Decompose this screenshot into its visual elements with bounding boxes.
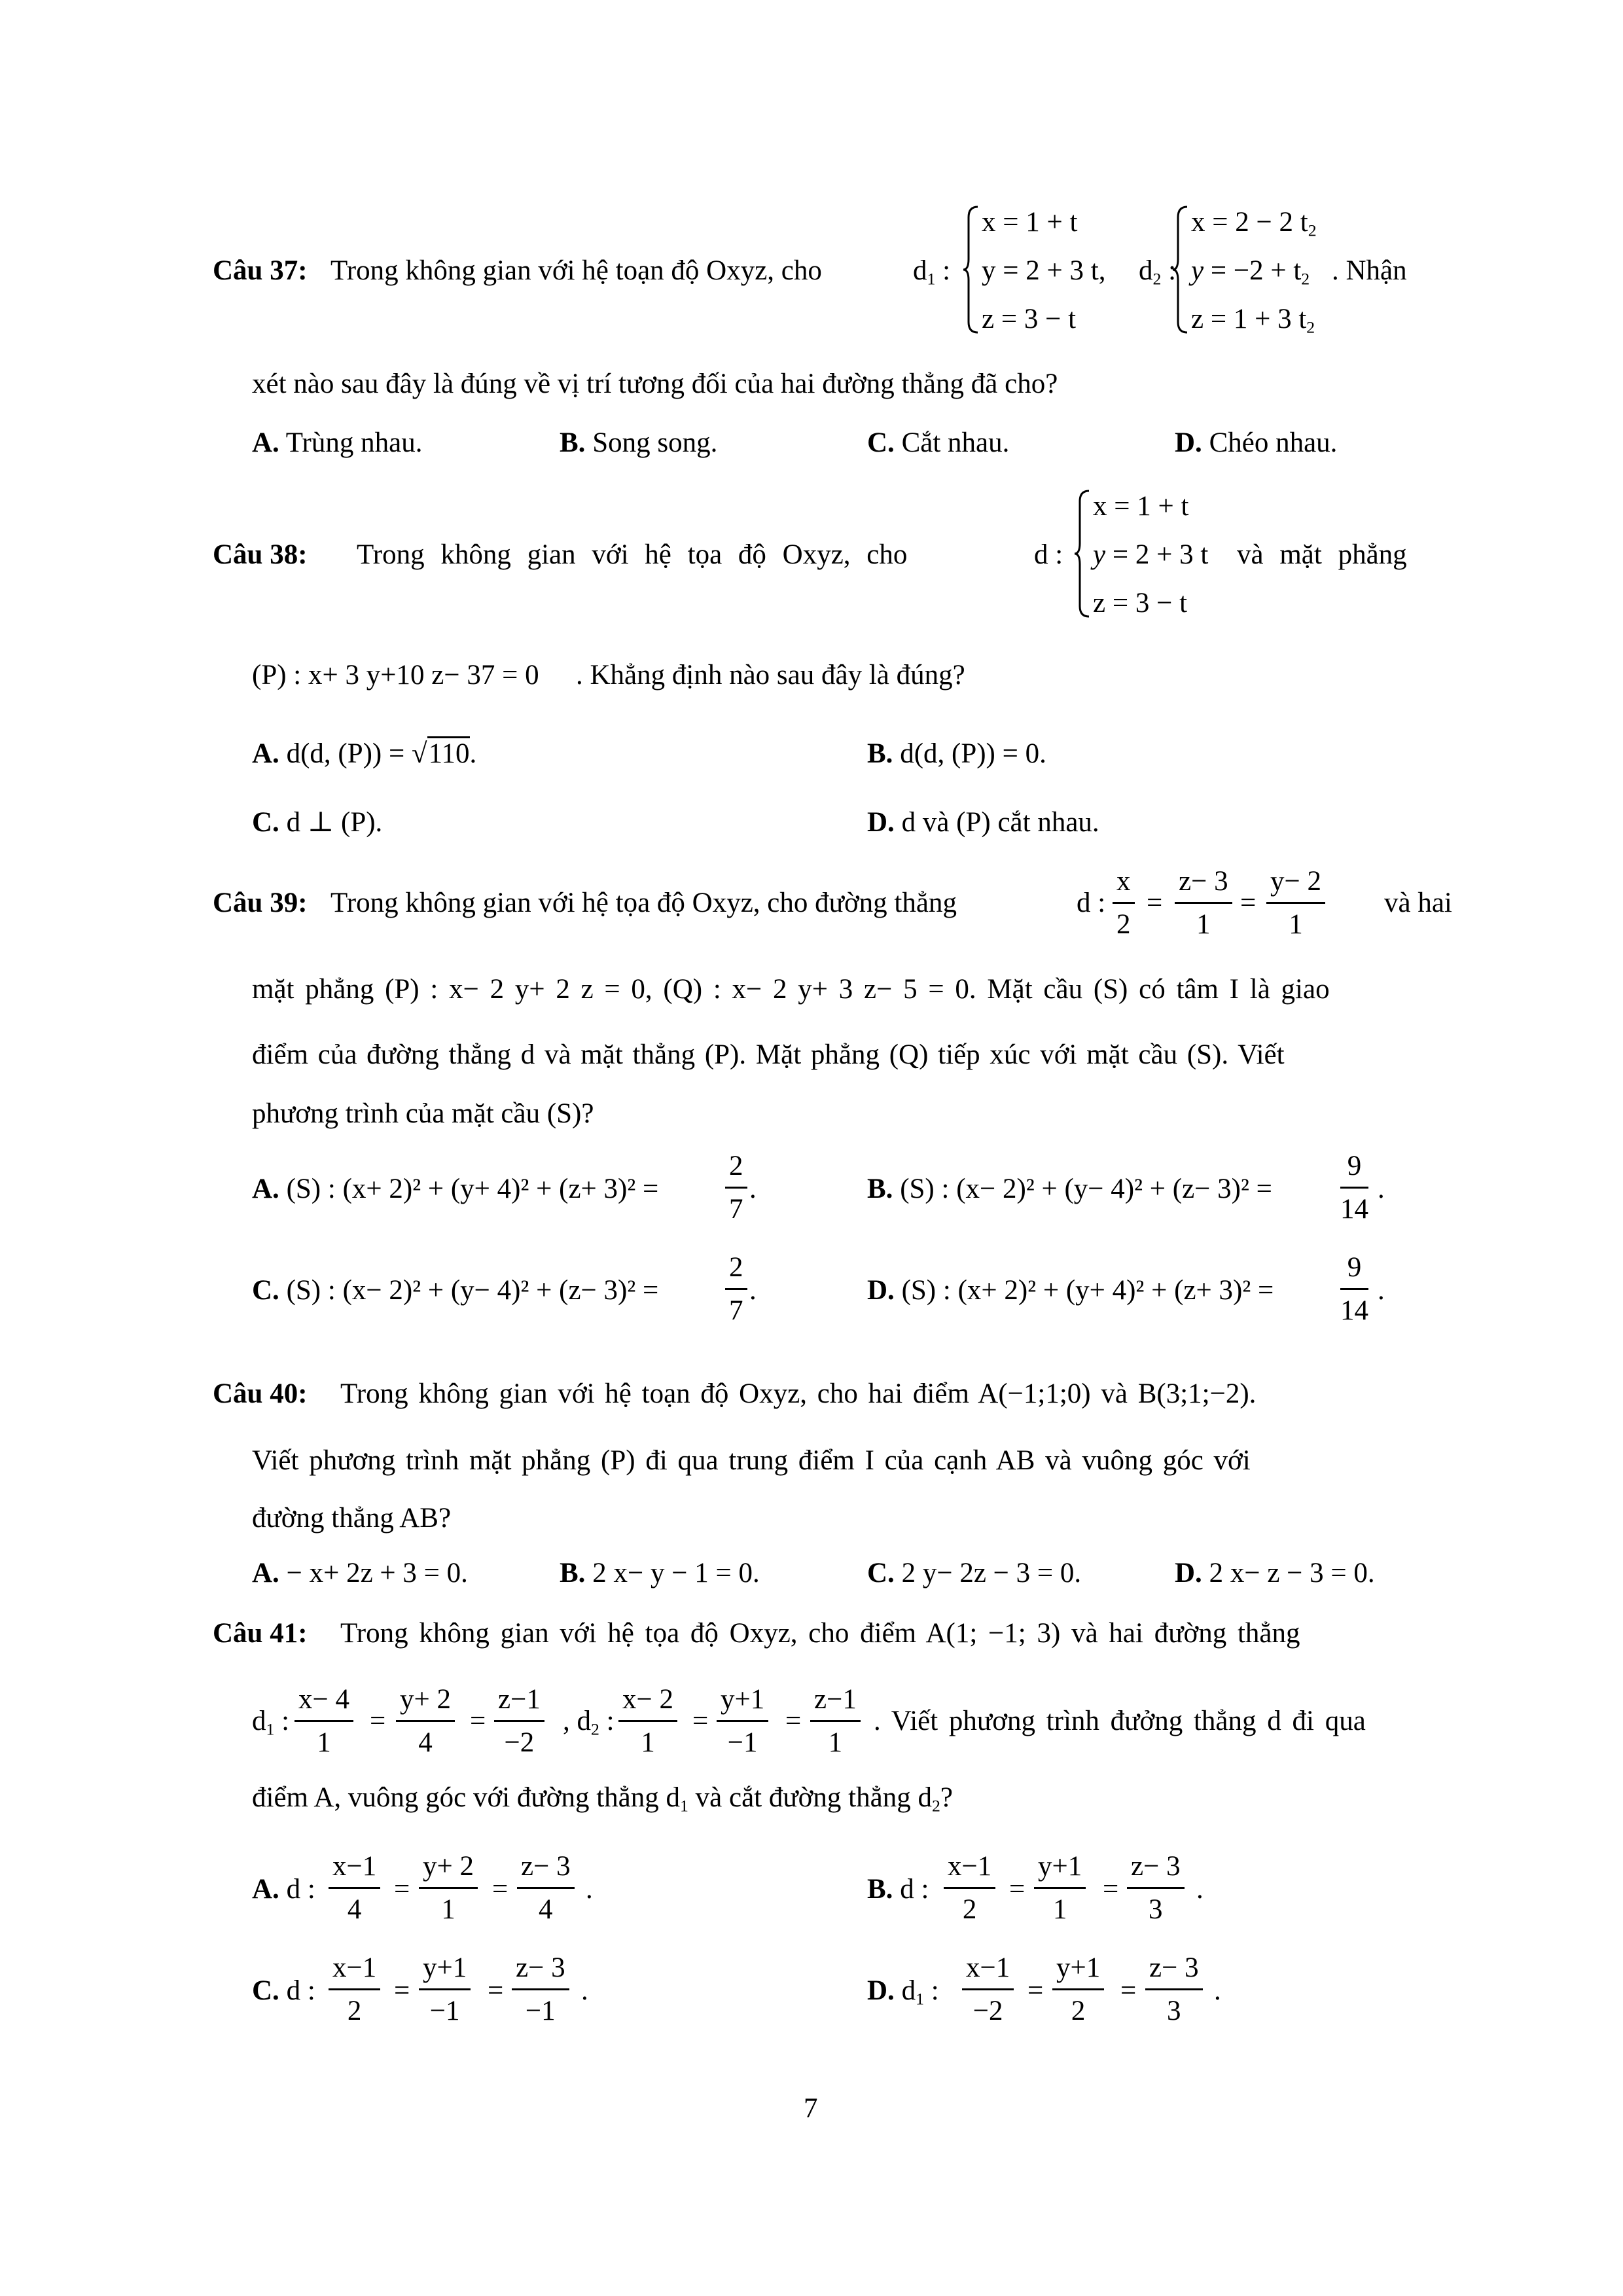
q39-option-d-fraction: $\frac{9}{14}$ [1340, 1252, 1368, 1326]
q41-d-fraction-1: $\frac{x-1}{-2}$ [962, 1954, 1014, 2025]
q41-label: Câu 41: [213, 1618, 308, 1649]
q41-d1-fraction-2: $\frac{y+ 2}{4}$ [396, 1685, 455, 1757]
q38-option-d: D. d và (P) cắt nhau. [867, 807, 1099, 838]
q37-option-c: C. Cắt nhau. [867, 427, 1010, 458]
q41-c-eq-2: = [488, 1975, 504, 2006]
q38-d-name: d : [1034, 539, 1063, 570]
q41-c-fraction-2: $\frac{y+1}{-1}$ [419, 1954, 471, 2025]
q39-eq-2: = [1240, 888, 1257, 918]
q40-line2: Viết phương trình mặt phẳng (P) đi qua trung điểm I của cạnh AB và vuông góc với [252, 1445, 1251, 1476]
q41-option-b: B. d : [867, 1874, 929, 1905]
q41-d1-fraction-1: $\frac{x- 4}{1}$ [294, 1685, 353, 1757]
q41-c-fraction-3: $\frac{z- 3}{-1}$ [512, 1954, 569, 2025]
q37-d1-z: z = 3 − t [982, 304, 1077, 334]
q39-fraction-3: $\frac{y- 2}{1}$ [1266, 867, 1325, 939]
q41-a-fraction-2: $\frac{y+ 2}{1}$ [419, 1852, 478, 1924]
q38-option-b: B. d(d, (P)) = 0. [867, 738, 1046, 769]
q39-option-d: D. (S) : (x+ 2)² + (y+ 4)² + (z+ 3)² = [867, 1275, 1274, 1306]
q39-option-a: A. (S) : (x+ 2)² + (y+ 4)² + (z+ 3)² = [252, 1174, 659, 1204]
q41-d-dot: . [1214, 1975, 1221, 2006]
q37-d2-z: z = 1 + 3 $t_2$ [1191, 304, 1315, 337]
q41-c-fraction-1: $\frac{x-1}{2}$ [329, 1954, 380, 2025]
q41-c-dot: . [581, 1975, 588, 2006]
q38-label: Câu 38: [213, 539, 308, 570]
q40-option-a: A. − x+ 2z + 3 = 0. [252, 1558, 468, 1588]
q41-d2-fraction-3: $\frac{z-1}{1}$ [810, 1685, 861, 1757]
q38-option-c: C. d ⊥ (P). [252, 807, 383, 838]
q38-z: z = 3 − t [1093, 588, 1188, 619]
q39-d-name: d : [1077, 888, 1106, 918]
q41-a-eq-2: = [492, 1874, 508, 1905]
q41-a-fraction-3: $\frac{z- 3}{4}$ [517, 1852, 575, 1924]
q41-b-fraction-1: $\frac{x-1}{2}$ [944, 1852, 995, 1924]
q38-text: Trong không gian với hệ tọa độ Oxyz, cho [357, 539, 908, 570]
q40-option-d: D. 2 x− z − 3 = 0. [1175, 1558, 1375, 1588]
q39-tail: và hai [1384, 888, 1452, 918]
q39-fraction-1: $\frac{x}{2}$ [1113, 867, 1135, 939]
q37-line2: xét nào sau đây là đúng về vị trí tương đối của hai đường thẳng đã cho? [252, 368, 1058, 399]
q41-d-fraction-2: $\frac{y+1}{2}$ [1052, 1954, 1104, 2025]
q41-d2-eq-2: = [785, 1706, 802, 1736]
q39-option-c-dot: . [749, 1275, 757, 1306]
q38-brace [1073, 488, 1092, 619]
q37-d1-y: y = 2 + 3 t, [982, 255, 1106, 286]
q41-text: Trong không gian với hệ tọa độ Oxyz, cho điểm A(1; −1; 3) và hai đường thẳng [340, 1618, 1300, 1649]
q41-d1-name: $d_1$ : [252, 1706, 290, 1739]
q37-option-b: B. Song song. [560, 427, 718, 458]
q39-line2: mặt phẳng (P) : x− 2 y+ 2 z = 0, (Q) : x− 2 y+ 3 z− 5 = 0. Mặt cầu (S) có tâm I là giao [252, 974, 1330, 1005]
q39-option-b-fraction: $\frac{9}{14}$ [1340, 1151, 1368, 1225]
q41-d2-fraction-2: $\frac{y+1}{-1}$ [717, 1685, 768, 1757]
q41-tail: . Viết phương trình đưởng thẳng d đi qua [874, 1706, 1366, 1736]
q37-brace-2 [1171, 204, 1190, 335]
q41-d-fraction-3: $\frac{z- 3}{3}$ [1145, 1954, 1203, 2025]
q37-tail: . Nhận [1332, 255, 1407, 286]
q37-label: Câu 37: [213, 255, 308, 286]
q41-b-eq-2: = [1103, 1874, 1119, 1905]
q40-text: Trong không gian với hệ toạn độ Oxyz, cho hai điểm A(−1;1;0) và B(3;1;−2). [340, 1378, 1257, 1409]
q41-b-dot: . [1196, 1874, 1204, 1905]
q39-option-b-dot: . [1378, 1174, 1385, 1204]
q41-c-eq-1: = [394, 1975, 410, 2006]
q41-d2-eq-1: = [692, 1706, 709, 1736]
q39-option-d-dot: . [1378, 1275, 1385, 1306]
q37-d2-x: x = 2 − 2 $t_2$ [1191, 207, 1317, 240]
q37-brace-1 [962, 204, 980, 335]
q41-d1-eq-2: = [470, 1706, 486, 1736]
q41-d1-fraction-3: $\frac{z-1}{-2}$ [494, 1685, 544, 1757]
q37-d2-y: $y = -2 + t_2$ [1191, 255, 1310, 289]
q37-option-a: A. Trùng nhau. [252, 427, 423, 458]
q41-d2-name: , $d_2$ : [563, 1706, 615, 1739]
q41-d-eq-2: = [1120, 1975, 1137, 2006]
q41-b-eq-1: = [1009, 1874, 1026, 1905]
q41-line3: điểm A, vuông góc với đường thẳng $d_1$ và cắt đường thẳng $d_2$? [252, 1782, 953, 1816]
q40-label: Câu 40: [213, 1378, 308, 1409]
q41-option-c: C. d : [252, 1975, 315, 2006]
q38-plane: (P) : x+ 3 y+10 z− 37 = 0 [252, 660, 539, 691]
q38-tail: và mặt phẳng [1237, 539, 1407, 570]
q40-line3: đường thẳng AB? [252, 1503, 452, 1534]
q37-d1-name: $d_1$ : [913, 255, 951, 289]
q41-d-eq-1: = [1027, 1975, 1044, 2006]
page-number: 7 [804, 2093, 818, 2124]
q41-b-fraction-3: $\frac{z- 3}{3}$ [1127, 1852, 1185, 1924]
q37-text: Trong không gian với hệ toạn độ Oxyz, cho [330, 255, 822, 286]
q39-fraction-2: $\frac{z- 3}{1}$ [1175, 867, 1232, 939]
q41-b-fraction-2: $\frac{y+1}{1}$ [1034, 1852, 1086, 1924]
q39-text: Trong không gian với hệ tọa độ Oxyz, cho đường thẳng [330, 888, 957, 918]
q38-option-a: A. d(d, (P)) = √110. [252, 740, 476, 768]
q39-option-c-fraction: $\frac{2}{7}$ [725, 1253, 747, 1325]
q41-d2-fraction-1: $\frac{x- 2}{1}$ [618, 1685, 677, 1757]
q39-label: Câu 39: [213, 888, 308, 918]
q41-a-eq-1: = [394, 1874, 410, 1905]
q39-eq-1: = [1147, 888, 1163, 918]
q39-option-b: B. (S) : (x− 2)² + (y− 4)² + (z− 3)² = [867, 1174, 1272, 1204]
q38-y: y = 2 + 3 t [1093, 539, 1209, 570]
q39-option-a-fraction: $\frac{2}{7}$ [725, 1152, 747, 1223]
q41-option-a: A. d : [252, 1874, 315, 1905]
q38-line2: . Khẳng định nào sau đây là đúng? [576, 660, 965, 691]
q39-line3: điểm của đường thẳng d và mặt thẳng (P). Mặt phẳng (Q) tiếp xúc với mặt cầu (S). Viết [252, 1039, 1285, 1070]
q40-option-b: B. 2 x− y − 1 = 0. [560, 1558, 760, 1588]
q41-option-d: D. $d_1$ : [867, 1975, 939, 2009]
q39-option-a-dot: . [749, 1174, 757, 1204]
q37-option-d: D. Chéo nhau. [1175, 427, 1338, 458]
q37-d1-x: x = 1 + t [982, 207, 1078, 238]
q41-a-fraction-1: $\frac{x-1}{4}$ [329, 1852, 380, 1924]
q39-option-c: C. (S) : (x− 2)² + (y− 4)² + (z− 3)² = [252, 1275, 659, 1306]
q41-d1-eq-1: = [370, 1706, 386, 1736]
q40-option-c: C. 2 y− 2z − 3 = 0. [867, 1558, 1082, 1588]
q38-x: x = 1 + t [1093, 491, 1189, 522]
q37-d2-name: $d_2$ : [1139, 255, 1177, 289]
q41-a-dot: . [586, 1874, 593, 1905]
q39-line4: phương trình của mặt cầu (S)? [252, 1098, 594, 1129]
